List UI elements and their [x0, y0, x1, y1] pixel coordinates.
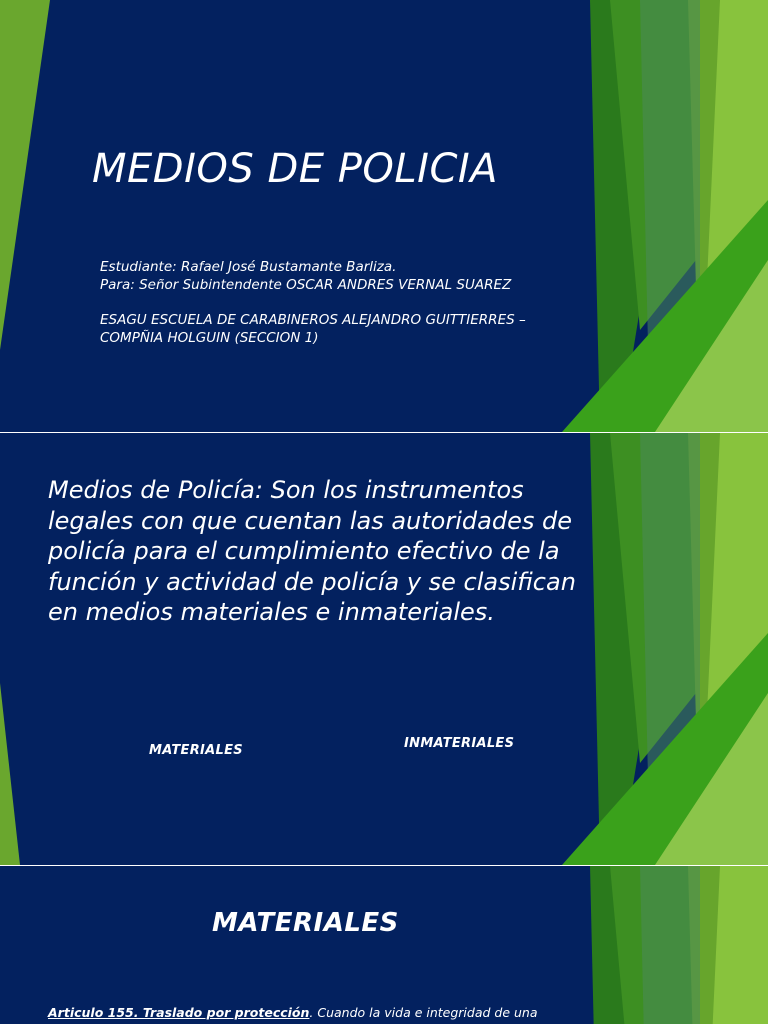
school-line-2: COMPÑIA HOLGUIN (SECCION 1): [100, 330, 319, 346]
article-text: . Cuando la vida e integridad de una: [309, 1005, 538, 1020]
definition-text: Medios de Policía: Son los instrumentos legales con que cuentan las autoridades de policía para el cumplimiento efectivo de la función y actividad de policía y se clasifican en medios materiales e inmateriales.: [48, 476, 576, 626]
section-heading: MATERIALES: [212, 908, 399, 938]
article-paragraph: [48, 1005, 538, 1020]
green-triangle-decoration: [0, 0, 768, 432]
slide-3: [0, 866, 768, 1024]
article-lead: Articulo 155. Traslado por protección: [48, 1005, 310, 1020]
presentation-title: MEDIOS DE POLICIA: [92, 146, 499, 192]
slide-1: [0, 0, 768, 432]
category-materiales: MATERIALES: [149, 743, 243, 758]
green-triangle-decoration: [0, 866, 768, 1024]
recipient-line: Para: Señor Subintendente OSCAR ANDRES VERNAL SUAREZ: [100, 277, 512, 293]
student-line: Estudiante: Rafael José Bustamante Barliza.: [100, 259, 397, 275]
school-line-1: ESAGU ESCUELA DE CARABINEROS ALEJANDRO GUITTIERRES –: [100, 312, 526, 328]
category-inmateriales: INMATERIALES: [404, 736, 515, 751]
slide-2: [0, 433, 768, 865]
